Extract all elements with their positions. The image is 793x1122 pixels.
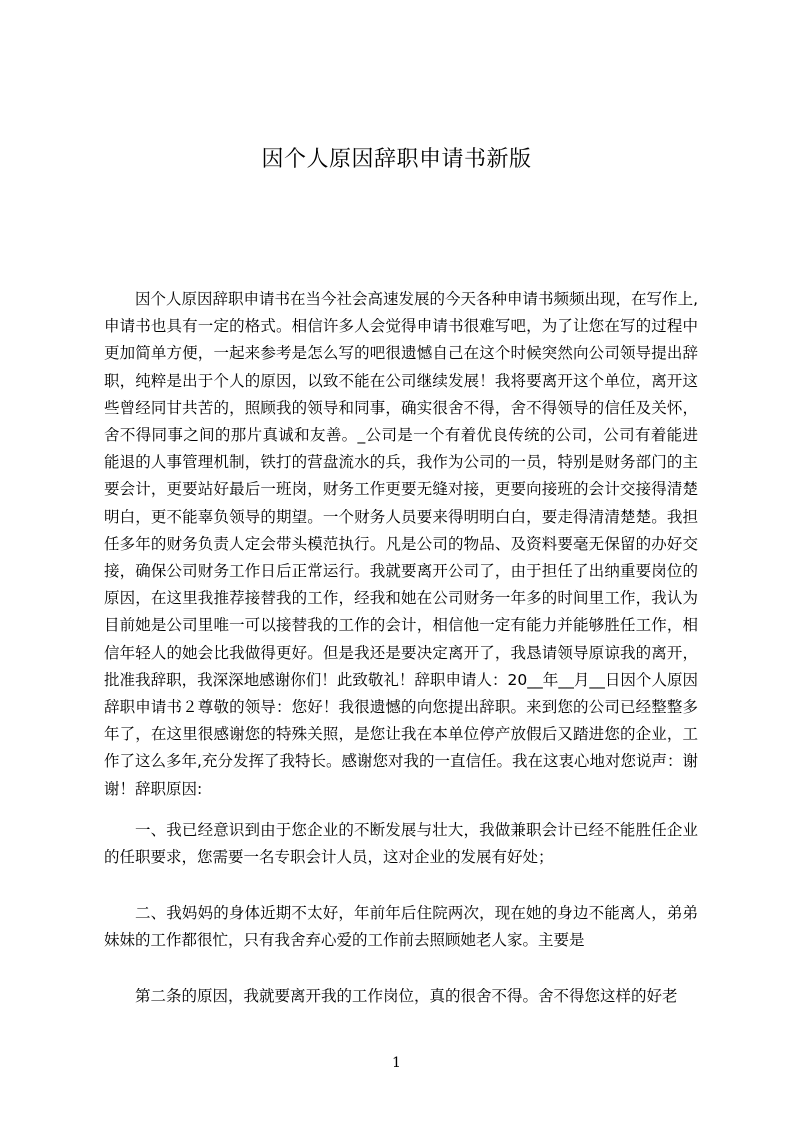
page-number: 1 xyxy=(392,1055,401,1071)
paragraph-reason-two: 二、我妈妈的身体近期不太好，年前年后住院两次，现在她的身边不能离人，弟弟妹妹的工作都很忙，只有我舍弃心爱的工作前去照顾她老人家。主要是 xyxy=(104,904,698,950)
paragraph-continuation: 第二条的原因，我就要离开我的工作岗位，真的很舍不得。舍不得您这样的好老 xyxy=(135,987,678,1005)
paragraph-intro: 因个人原因辞职申请书在当今社会高速发展的今天各种申请书频频出现，在写作上,申请书也具有一定的格式。相信许多人会觉得申请书很难写吧，为了让您在写的过程中更加简单方便，一起来参考是怎么写的吧很遗憾自己在这个时候突然向公司领导提出辞职，纯粹是出于个人的原因，以致不能在公司继续发展！我将要离开这个单位，离开这些曾经同甘共苦的，照顾我的领导和同事，确实很舍不得，舍不得领导的信任及关怀，舍不得同事之间的那片真诚和友善。_公司是一个有着优良传统的公司，公司有着能进能退的人事管理机制，铁打的营盘流水的兵，我作为公司的一员，特别是财务部门的主要会计，更要站好最后一班岗，财务工作更要无缝对接，更要向接班的会计交接得清楚明白，更不能辜负领导的期望。一个财务人员要来得明明白白，要走得清清楚楚。我担任多年的财务负责人定会带头模范执行。凡是公司的物品、及资料要毫无保留的办好交接，确保公司财务工作日后正常运行。我就要离开公司了，由于担任了出纳重要岗位的原因，在这里我推荐接替我的工作，经我和她在公司财务一年多的时间里工作，我认为目前她是公司里唯一可以接替我的工作的会计，相信他一定有能力并能够胜任工作，相信年轻人的她会比我做得更好。但是我还是要决定离开了，我恳请领导原谅我的离开，批准我辞职，我深深地感谢你们！此致敬礼！辞职申请人：20__年__月__日因个人原因辞职申请书２尊敬的领导：您好！我很遗憾的向您提出辞职。来到您的公司已经整整多年了，在这里很感谢您的特殊关照，是您让我在本单位停产放假后又踏进您的企业，工作了这么多年,充分发挥了我特长。感谢您对我的一直信任。我在这衷心地对您说声：谢谢！辞职原因: xyxy=(104,290,698,798)
paragraph-reason-one: 一、我已经意识到由于您企业的不断发展与壮大，我做兼职会计已经不能胜任企业的任职要求，您需要一名专职会计人员，这对企业的发展有好处； xyxy=(104,821,698,867)
document-title: 因个人原因辞职申请书新版 xyxy=(261,147,532,172)
